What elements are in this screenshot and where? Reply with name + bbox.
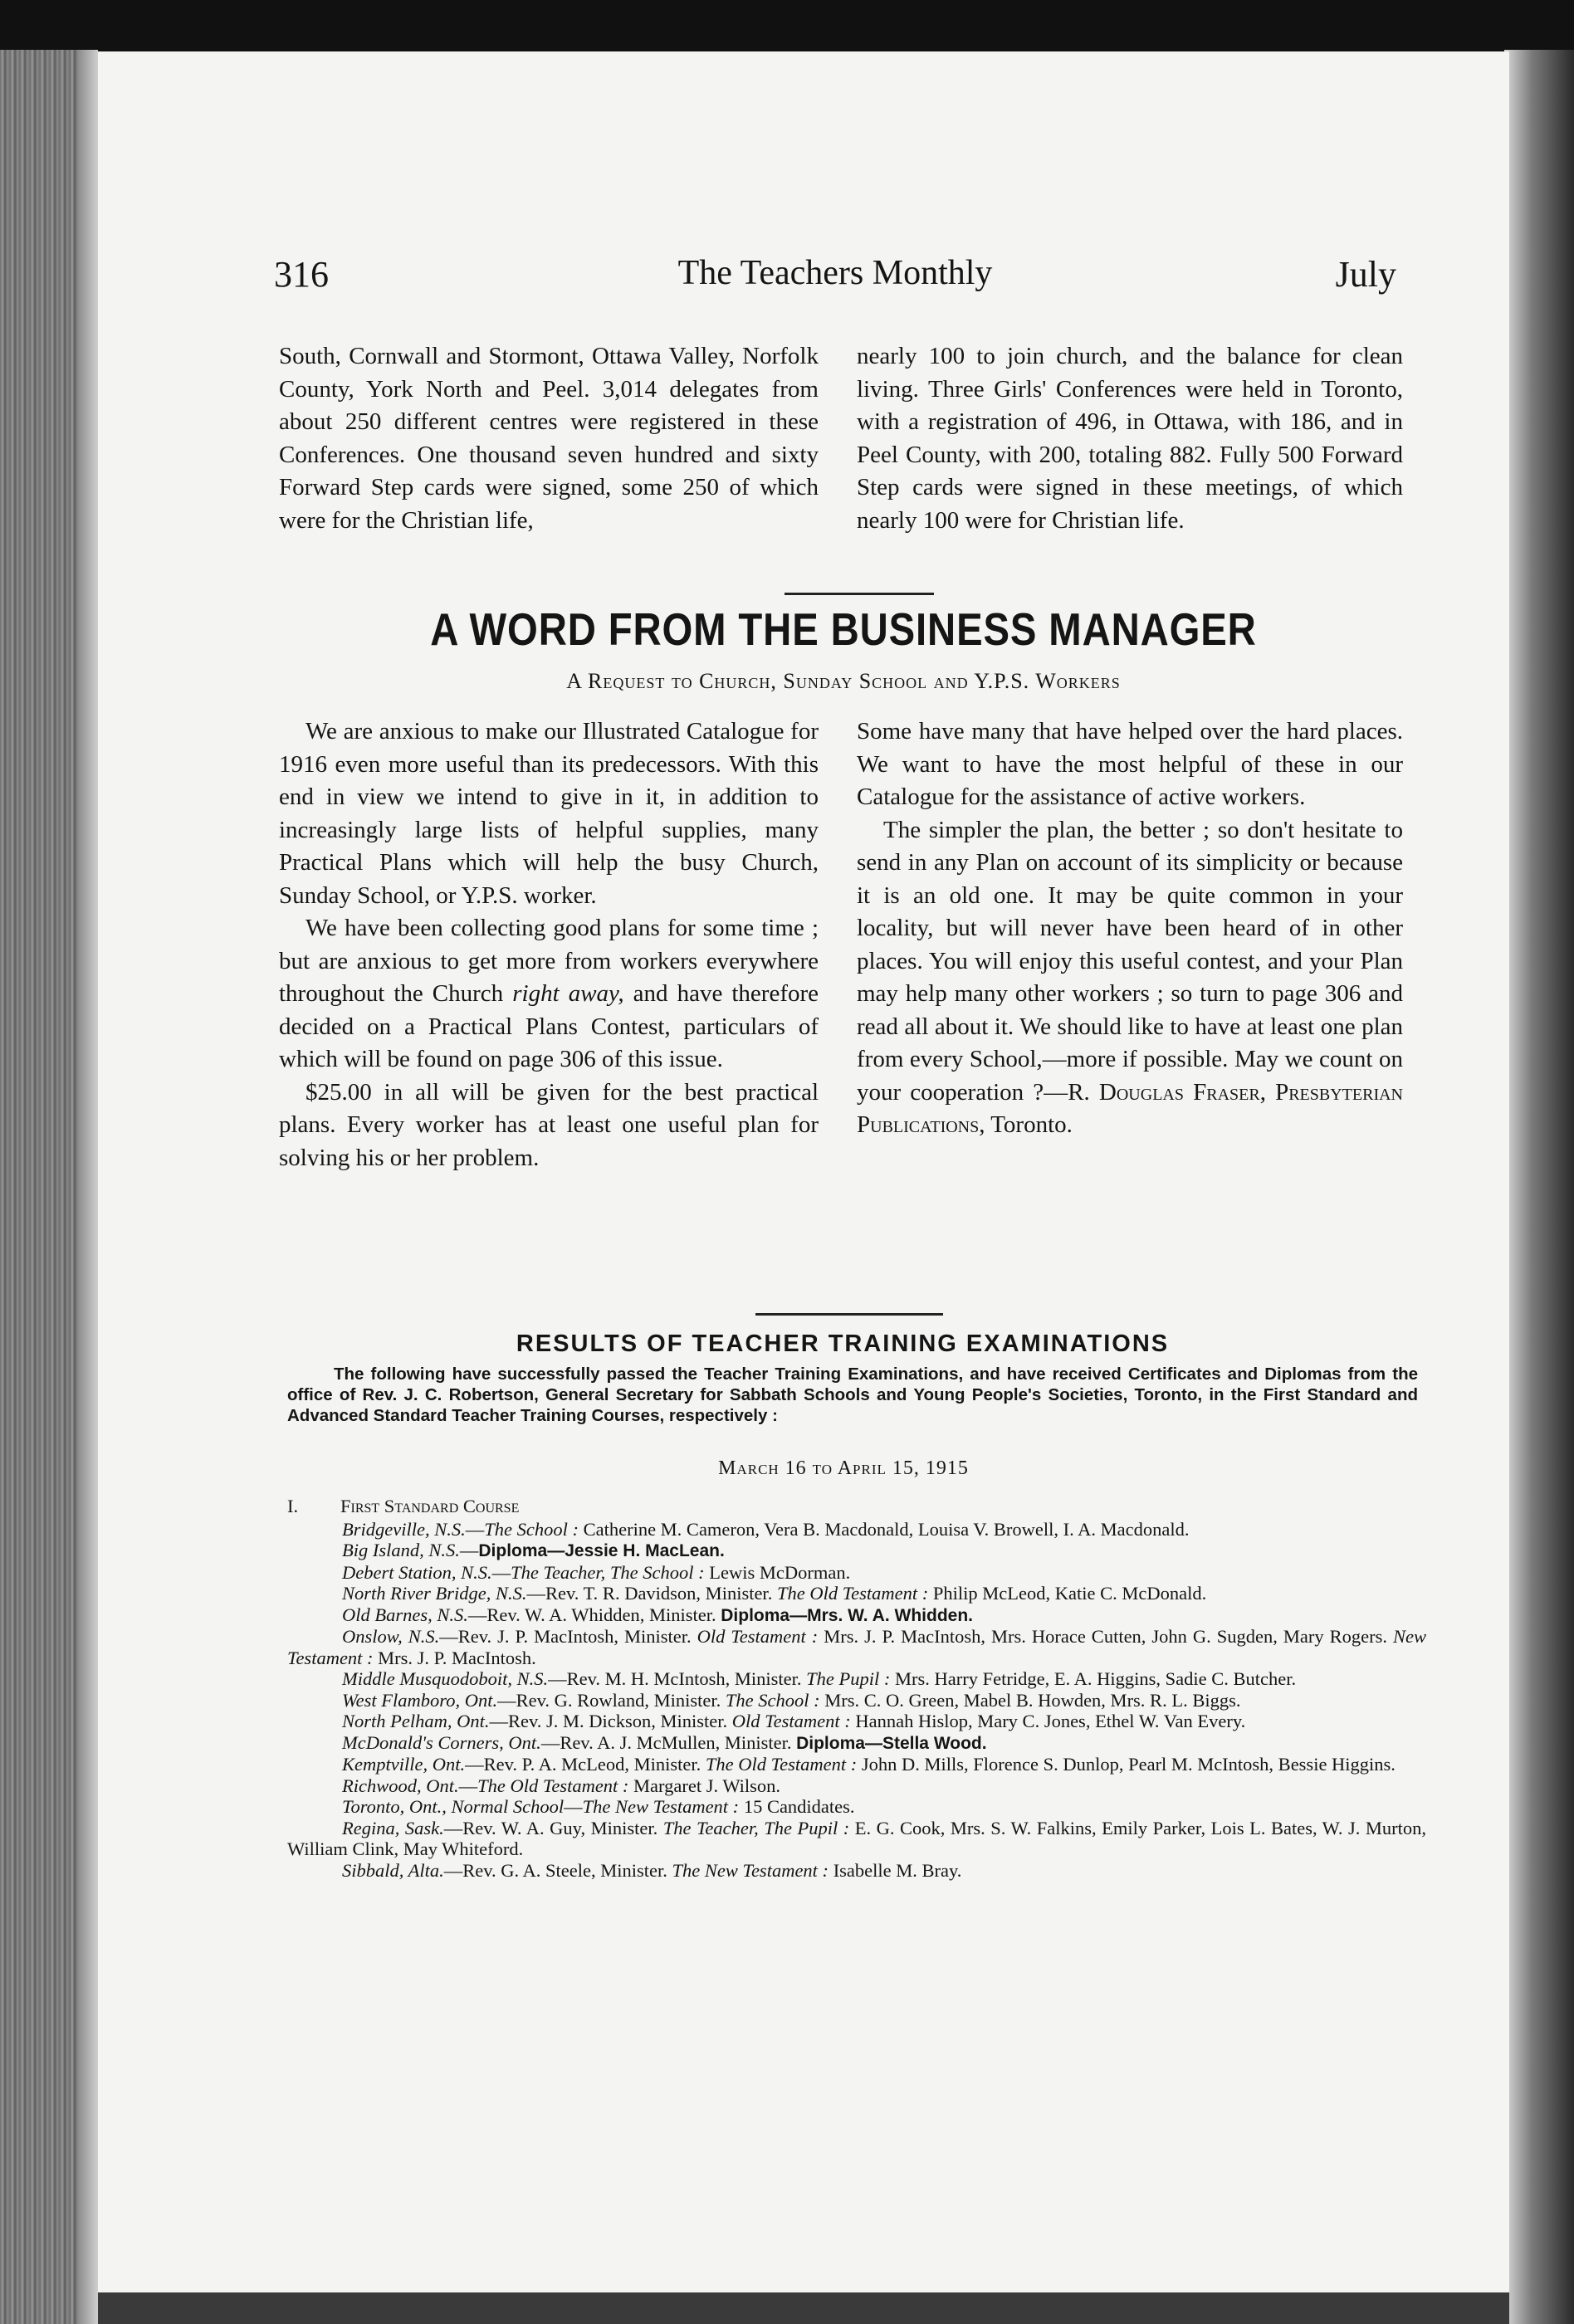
course-subject: The Old Testament : [776, 1583, 929, 1604]
entry-text: Lewis McDorman. [709, 1561, 851, 1583]
entry-text: Mrs. J. P. MacIntosh, Mrs. Horace Cutten, John G. Sugden, Mary Rogers. [824, 1626, 1387, 1647]
entry-text: Rev. W. A. Whidden, Minister. [486, 1604, 716, 1625]
course-subject: The New Testament : [582, 1796, 740, 1817]
entry-location: North Pelham, Ont. [342, 1711, 490, 1731]
result-entry: Debert Station, N.S.—The Teacher, The School : Lewis McDorman. [342, 1561, 851, 1583]
entry-text: 15 Candidates. [743, 1796, 855, 1817]
entry-text: Hannah Hislop, Mary C. Jones, Ethel W. Van Every. [855, 1711, 1246, 1731]
page-bottom-shadow [98, 2292, 1509, 2324]
entry-location: Sibbald, Alta. [342, 1859, 444, 1881]
section-name: First Standard Course [340, 1496, 520, 1516]
result-entry: West Flamboro, Ont.—Rev. G. Rowland, Minister. The School : Mrs. C. O. Green, Mabel B. Howden, Mrs. R. L. Biggs. [342, 1689, 1241, 1711]
diploma-award: Diploma—Jessie H. MacLean. [478, 1541, 725, 1560]
result-entry: North Pelham, Ont.—Rev. J. M. Dickson, Minister. Old Testament : Hannah Hislop, Mary C. Jones, Ethel W. Van Every. [342, 1711, 1246, 1731]
entry-location: North River Bridge, N.S. [342, 1583, 527, 1604]
entry-text: Rev. J. P. MacIntosh, Minister. [457, 1626, 692, 1647]
signature: R. Douglas Fraser, Presbyterian Publications, [857, 1078, 1403, 1138]
result-entry: McDonald's Corners, Ont.—Rev. A. J. McMullen, Minister. Diploma—Stella Wood. [342, 1731, 987, 1753]
result-entry: Regina, Sask.—Rev. W. A. Guy, Minister. The Teacher, The Pupil : E. G. Cook, Mrs. S. W. Falkins, Emily Parker, Lois L. Bates, W. J. Murton, William Clink, May Whiteford. [287, 1817, 1426, 1859]
paragraph: $25.00 in all will be given for the best practical plans. Every worker has at least one useful plan for solving his or her problem. [279, 1078, 819, 1171]
entry-location: Debert Station, N.S. [342, 1561, 492, 1583]
book-page-edges [0, 50, 98, 2324]
results-date-range: March 16 to April 15, 1915 [718, 1457, 969, 1479]
result-entry: Toronto, Ont., Normal School—The New Testament : 15 Candidates. [342, 1796, 855, 1817]
entry-text: Rev. J. M. Dickson, Minister. [508, 1711, 728, 1731]
entry-text: Rev. P. A. McLeod, Minister. [483, 1754, 701, 1775]
result-entry: Big Island, N.S.—Diploma—Jessie H. MacLean. [342, 1540, 725, 1560]
issue-month: July [1335, 254, 1396, 295]
running-header [274, 253, 1396, 303]
section-number: I. [287, 1496, 299, 1516]
entry-location: Old Barnes, N.S. [342, 1604, 468, 1625]
paragraph: We are anxious to make our Illustrated Catalogue for 1916 even more useful than its predecessors. With this end in view we intend to give in it, in addition to increasingly large lists of helpful supplies, many Practical Plans which will help the busy Church, Sunday School, or Y.P.S. worker. [279, 718, 819, 909]
entry-text: Rev. A. J. McMullen, Minister. [560, 1731, 792, 1753]
entry-location: West Flamboro, Ont. [342, 1689, 498, 1711]
intro-text-right: nearly 100 to join church, and the balance for clean living. Three Girls' Conferences were held in Toronto, with a registration of 496, in Ottawa, with 186, and in Peel County, with 200, totaling 882. Fully 500 Forward Step cards were signed in these meetings, of which nearly 100 were for Christian life. [857, 343, 1403, 534]
entry-text: Mrs. Harry Fetridge, E. A. Higgins, Sadie C. Butcher. [895, 1668, 1297, 1689]
entry-location: Bridgeville, N.S. [342, 1518, 466, 1540]
course-subject: The School : [725, 1689, 820, 1711]
entry-text: Catherine M. Cameron, Vera B. Macdonald, Louisa V. Browell, I. A. Macdonald. [583, 1518, 1190, 1540]
entry-text: Mrs. C. O. Green, Mabel B. Howden, Mrs. R. L. Biggs. [824, 1689, 1241, 1711]
business-manager-subhead: A Request to Church, Sunday School and Y.P.S. Workers [566, 669, 1121, 693]
entry-text: Rev. W. A. Guy, Minister. [462, 1817, 658, 1838]
entry-text: Rev. T. R. Davidson, Minister. [545, 1583, 773, 1604]
course-subject: The Teacher, The School : [511, 1561, 705, 1583]
result-entry: Middle Musquodoboit, N.S.—Rev. M. H. McIntosh, Minister. The Pupil : Mrs. Harry Fetridge, E. A. Higgins, Sadie C. Butcher. [342, 1668, 1297, 1689]
course-subject: The Old Testament : [705, 1754, 858, 1775]
section-divider [755, 1313, 943, 1316]
entry-location: Regina, Sask. [342, 1817, 444, 1838]
course-subject: The Teacher, The Pupil : [662, 1817, 850, 1838]
course-subject: Old Testament : [731, 1711, 851, 1731]
section-divider [785, 593, 934, 595]
emphasis: right away, [512, 980, 624, 1007]
entry-location: Kemptville, Ont. [342, 1754, 466, 1775]
entry-text: Rev. G. Rowland, Minister. [516, 1689, 721, 1711]
result-entry: Kemptville, Ont.—Rev. P. A. McLeod, Minister. The Old Testament : John D. Mills, Florence S. Dunlop, Pearl M. McIntosh, Bessie Higgins. [342, 1754, 1396, 1775]
journal-title: The Teachers Monthly [677, 254, 993, 292]
paragraph-text: and have therefore decided on a Practical Plans Contest, particulars of which will be found on page 306 of this issue. [279, 980, 819, 1072]
business-column-left [279, 715, 819, 1296]
results-intro: The following have successfully passed the Teacher Training Examinations, and have received Certificates and Diplomas from the office of Rev. J. C. Robertson, General Secretary for Sabbath Schools and Young People's Societies, Toronto, in the First Standard and Advanced Standard Teacher Training Courses, respectively : [287, 1365, 1418, 1425]
entry-text: Philip McLeod, Katie C. McDonald. [932, 1583, 1207, 1604]
paragraph [857, 814, 1403, 1142]
result-entry: Old Barnes, N.S.—Rev. W. A. Whidden, Minister. Diploma—Mrs. W. A. Whidden. [342, 1604, 973, 1625]
result-entry: Richwood, Ont.—The Old Testament : Margaret J. Wilson. [342, 1775, 781, 1796]
diploma-award: Diploma—Stella Wood. [796, 1733, 987, 1753]
signature-city: Toronto. [990, 1111, 1073, 1138]
course-heading [287, 1496, 1426, 1517]
paragraph-continuation: Some have many that have helped over the hard places. We want to have the most helpful of these in our Catalogue for the assistance of active workers. [857, 718, 1403, 810]
entry-location: Richwood, Ont. [342, 1775, 459, 1796]
result-entry: Onslow, N.S.—Rev. J. P. MacIntosh, Minister. Old Testament : Mrs. J. P. MacIntosh, Mrs. Horace Cutten, John G. Sugden, Mary Rogers. New Testament : Mrs. J. P. MacIntosh. [287, 1626, 1427, 1668]
entry-text: Rev. G. A. Steele, Minister. [462, 1859, 667, 1881]
entry-text: Margaret J. Wilson. [633, 1775, 781, 1796]
intro-column-left [279, 340, 819, 581]
paragraph-text: We have been collecting good plans for some time ; but are anxious to get more from workers everywhere throughout the Church [279, 915, 819, 1007]
entry-text: John D. Mills, Florence S. Dunlop, Pearl M. McIntosh, Bessie Higgins. [861, 1754, 1396, 1775]
course-subject: The School : [484, 1518, 579, 1540]
course-subject: Old Testament : [697, 1626, 819, 1647]
results-list [287, 1496, 1426, 1881]
entry-location: McDonald's Corners, Ont. [342, 1731, 541, 1753]
result-entry: North River Bridge, N.S.—Rev. T. R. Davidson, Minister. The Old Testament : Philip McLeod, Katie C. McDonald. [342, 1583, 1207, 1604]
page-number: 316 [274, 254, 329, 295]
entry-text: Mrs. J. P. MacIntosh. [378, 1647, 536, 1668]
entry-location: Big Island, N.S. [342, 1540, 460, 1560]
entry-text: Rev. M. H. McIntosh, Minister. [566, 1668, 802, 1689]
paragraph-text: The simpler the plan, the better ; so don't hesitate to send in any Plan on account of its simplicity or because it is an old one. It may be quite common in your locality, but will never have been heard of in other places. You will enjoy this useful contest, and your Plan may help many other workers ; so turn to page 306 and read all about it. We should like to have at least one plan from every School,—more if possible. May we count on your cooperation ?— [857, 816, 1403, 1106]
entry-location: Onslow, N.S. [342, 1626, 440, 1647]
course-subject: New Testament : [287, 1626, 1427, 1668]
course-subject: The Old Testament : [477, 1775, 629, 1796]
business-column-right [857, 715, 1403, 1296]
business-manager-headline: A WORD FROM THE BUSINESS MANAGER [430, 603, 1257, 655]
intro-column-right [857, 340, 1403, 581]
result-entry: Bridgeville, N.S.—The School : Catherine M. Cameron, Vera B. Macdonald, Louisa V. Browell, I. A. Macdonald. [342, 1518, 1190, 1540]
entry-location: Middle Musquodoboit, N.S. [342, 1668, 549, 1689]
paragraph [279, 912, 819, 1077]
book-binding-shadow [1504, 50, 1574, 2324]
entry-location: Toronto, Ont., Normal School [342, 1796, 565, 1817]
entry-text: E. G. Cook, Mrs. S. W. Falkins, Emily Parker, Lois L. Bates, W. J. Murton, William Clink, May Whiteford. [287, 1817, 1426, 1859]
entry-text: Isabelle M. Bray. [833, 1859, 962, 1881]
course-subject: The New Testament : [672, 1859, 829, 1881]
results-title: RESULTS OF TEACHER TRAINING EXAMINATIONS [516, 1330, 1170, 1357]
course-subject: The Pupil : [806, 1668, 891, 1689]
diploma-award: Diploma—Mrs. W. A. Whidden. [721, 1605, 973, 1625]
result-entry: Sibbald, Alta.—Rev. G. A. Steele, Minister. The New Testament : Isabelle M. Bray. [342, 1859, 962, 1881]
intro-text-left: South, Cornwall and Stormont, Ottawa Valley, Norfolk County, York North and Peel. 3,014 delegates from about 250 different centres were registered in these Conferences. One thousand seven hundred and sixty Forward Step cards were signed, some 250 of which were for the Christian life, [279, 343, 819, 534]
results-entries [287, 1519, 1426, 1882]
